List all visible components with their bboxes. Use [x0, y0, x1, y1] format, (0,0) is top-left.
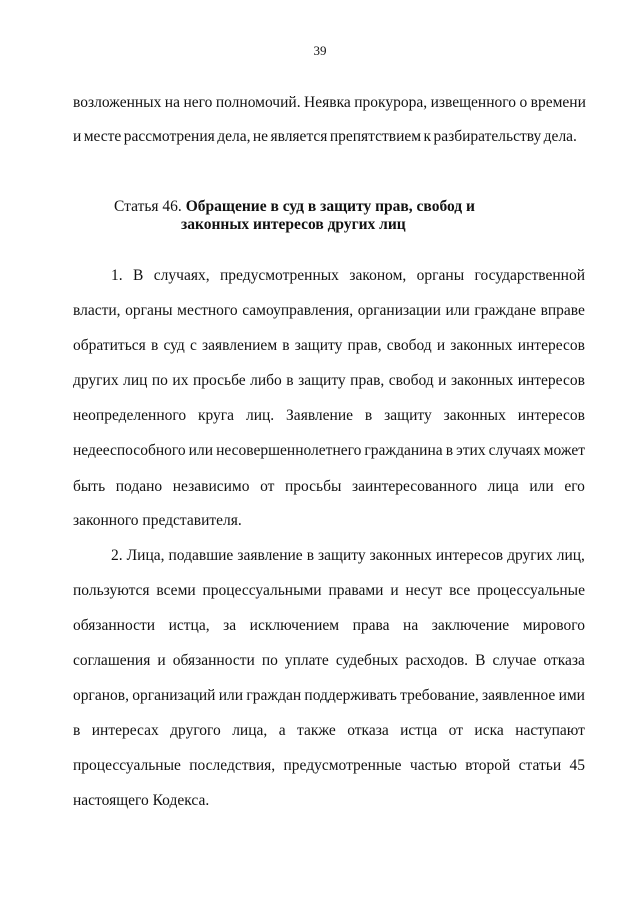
- word: дела.: [543, 128, 577, 145]
- paragraph-2-line: [73, 721, 585, 741]
- word: лиц.: [245, 407, 275, 424]
- paragraph-1-line: [73, 301, 585, 321]
- word: пользуются: [73, 582, 150, 599]
- word: отказа: [347, 722, 389, 739]
- word: является: [270, 128, 328, 145]
- word: частью: [409, 757, 457, 774]
- paragraph-1-line: [73, 406, 585, 426]
- word: законных: [450, 337, 513, 354]
- word: суд: [163, 337, 185, 354]
- word: законных: [369, 547, 432, 564]
- word: обязанности: [73, 617, 156, 634]
- word: с: [189, 337, 197, 354]
- word: самоуправления,: [242, 302, 354, 319]
- word: органов,: [73, 687, 129, 704]
- word: истца,: [168, 617, 210, 634]
- word: несовершеннолетнего: [216, 442, 362, 459]
- word: поддерживать: [304, 687, 397, 704]
- paragraph-1-line: законного представителя.: [73, 512, 242, 529]
- word: за: [223, 617, 237, 634]
- word: его: [564, 478, 585, 495]
- word: подано: [115, 478, 163, 495]
- word: статьи: [518, 757, 562, 774]
- word: заявленное: [482, 687, 556, 704]
- paragraph-2-line: [73, 651, 585, 671]
- word: уплате: [284, 652, 329, 669]
- word: интересах: [91, 722, 159, 739]
- word: а: [278, 722, 286, 739]
- word: на: [403, 617, 419, 634]
- paragraph-1-line: [111, 266, 585, 286]
- word: защиту: [318, 547, 366, 564]
- word: процессуальные: [73, 757, 181, 774]
- word: организации: [357, 302, 441, 319]
- word: может: [543, 442, 585, 459]
- word: отказа: [543, 652, 585, 669]
- word: просьбе: [192, 372, 246, 389]
- word: расходов.: [405, 652, 469, 669]
- text-line: [73, 127, 577, 147]
- word: в: [445, 442, 454, 459]
- paragraph-2-line: [111, 546, 585, 566]
- word: разбирательству: [433, 128, 542, 145]
- word: заинтересованного: [352, 478, 477, 495]
- word: не: [252, 128, 269, 145]
- word: исключением: [249, 617, 340, 634]
- word: граждан: [246, 687, 302, 704]
- word: лиц: [123, 372, 148, 389]
- word: извещенного: [430, 94, 516, 111]
- word: организаций: [132, 687, 216, 704]
- word: процессуальные: [477, 582, 585, 599]
- paragraph-2-line: [73, 616, 585, 636]
- word: других: [507, 547, 553, 564]
- word: интересов: [517, 337, 585, 354]
- word: прокурора,: [354, 94, 428, 111]
- word: дела,: [217, 128, 251, 145]
- word: предусмотренных: [219, 267, 339, 284]
- word: просьбы: [285, 478, 342, 495]
- word: гражданина: [364, 442, 443, 459]
- word: другого: [170, 722, 221, 739]
- word: либо: [250, 372, 282, 389]
- word: Лица,: [126, 547, 165, 564]
- word: круга: [197, 407, 235, 424]
- word: других: [73, 372, 119, 389]
- word: процессуальными: [202, 582, 322, 599]
- word: права: [352, 617, 390, 634]
- word: защиту: [298, 372, 346, 389]
- word: власти,: [73, 302, 121, 319]
- word: последствия,: [189, 757, 276, 774]
- article-title-line2-wrap: [181, 215, 406, 235]
- word: иска: [474, 722, 504, 739]
- word: времени: [530, 94, 586, 111]
- word: препятствием: [329, 128, 422, 145]
- word: интересов: [517, 372, 585, 389]
- paragraph-1-line: [73, 371, 585, 391]
- word: несут: [405, 582, 443, 599]
- paragraph-1-line: [73, 336, 585, 356]
- page-number: 39: [313, 43, 327, 58]
- word: правами: [328, 582, 384, 599]
- word: обратиться: [73, 337, 146, 354]
- word: или: [445, 302, 470, 319]
- word: неопределенного: [73, 407, 187, 424]
- paragraph-2-line: [73, 686, 585, 706]
- word: заключение: [431, 617, 510, 634]
- word: государственной: [474, 267, 585, 284]
- word: о: [519, 94, 528, 111]
- word: свобод: [388, 372, 434, 389]
- word: В: [133, 267, 144, 284]
- word: соглашения: [73, 652, 151, 669]
- word: и: [73, 128, 82, 145]
- text-line: [73, 93, 586, 113]
- word: всеми: [156, 582, 196, 599]
- word: защиту: [294, 337, 343, 354]
- word: полномочий.: [215, 94, 301, 111]
- word: и: [438, 372, 447, 389]
- word: граждане: [474, 302, 536, 319]
- word: недееспособного: [73, 442, 186, 459]
- paragraph-1-line: [73, 441, 585, 461]
- paragraph-1-line: [73, 477, 585, 497]
- word: лица,: [232, 722, 268, 739]
- word: местного: [177, 302, 238, 319]
- word: и: [390, 582, 399, 599]
- word: от: [448, 722, 463, 739]
- word: 1.: [111, 267, 123, 284]
- word: ими: [558, 687, 585, 704]
- word: случае: [492, 652, 537, 669]
- article-heading: [114, 197, 475, 217]
- word: В: [475, 652, 486, 669]
- word: в: [282, 337, 290, 354]
- word: предусмотренные: [283, 757, 402, 774]
- word: их: [172, 372, 189, 389]
- word: независимо: [172, 478, 250, 495]
- word: месте: [83, 128, 122, 145]
- word: прав,: [347, 337, 382, 354]
- word: в: [306, 547, 315, 564]
- word: второй: [465, 757, 511, 774]
- word: законных: [450, 372, 514, 389]
- article-prefix: Статья 46.: [114, 198, 182, 215]
- word: обязанности: [172, 652, 255, 669]
- word: на: [164, 94, 180, 111]
- word: быть: [73, 478, 106, 495]
- word: или: [529, 478, 554, 495]
- word: судебных: [335, 652, 399, 669]
- word: 45: [569, 757, 585, 774]
- article-title-line1: Обращение в суд в защиту прав, свобод и: [185, 198, 475, 215]
- word: от: [260, 478, 275, 495]
- word: или: [218, 687, 244, 704]
- word: лиц,: [556, 547, 585, 564]
- word: рассмотрения: [123, 128, 215, 145]
- word: в: [364, 407, 373, 424]
- word: по: [261, 652, 278, 669]
- word: мирового: [522, 617, 585, 634]
- paragraph-2-line: [73, 756, 585, 776]
- word: законных: [443, 407, 506, 424]
- word: наступают: [515, 722, 585, 739]
- word: и: [157, 652, 166, 669]
- word: прав,: [350, 372, 385, 389]
- word: случаях: [488, 442, 541, 459]
- word: него: [183, 94, 213, 111]
- word: органы: [416, 267, 465, 284]
- word: вправе: [540, 302, 585, 319]
- word: истца: [400, 722, 438, 739]
- word: лица: [487, 478, 519, 495]
- paragraph-2-line: настоящего Кодекса.: [73, 792, 210, 809]
- word: Заявление: [286, 407, 354, 424]
- word: и: [436, 337, 446, 354]
- word: свобод: [386, 337, 432, 354]
- word: защиту: [384, 407, 432, 424]
- word: случаях,: [153, 267, 210, 284]
- word: по: [151, 372, 168, 389]
- word: органы: [125, 302, 173, 319]
- word: 2.: [111, 547, 123, 564]
- word: заявлением: [201, 337, 278, 354]
- word: Неявка: [304, 94, 351, 111]
- word: интересов: [435, 547, 504, 564]
- word: этих: [456, 442, 486, 459]
- word: или: [188, 442, 213, 459]
- word: требование,: [400, 687, 479, 704]
- word: все: [449, 582, 471, 599]
- article-title-line2: законных интересов других лиц: [181, 216, 406, 233]
- word: заявление: [237, 547, 303, 564]
- word: возложенных: [73, 94, 162, 111]
- word: законом,: [349, 267, 407, 284]
- word: в: [286, 372, 294, 389]
- word: интересов: [517, 407, 585, 424]
- word: к: [423, 128, 432, 145]
- word: также: [297, 722, 336, 739]
- word: в: [73, 722, 81, 739]
- word: подавшие: [168, 547, 234, 564]
- paragraph-2-line: [73, 581, 585, 601]
- word: в: [150, 337, 159, 354]
